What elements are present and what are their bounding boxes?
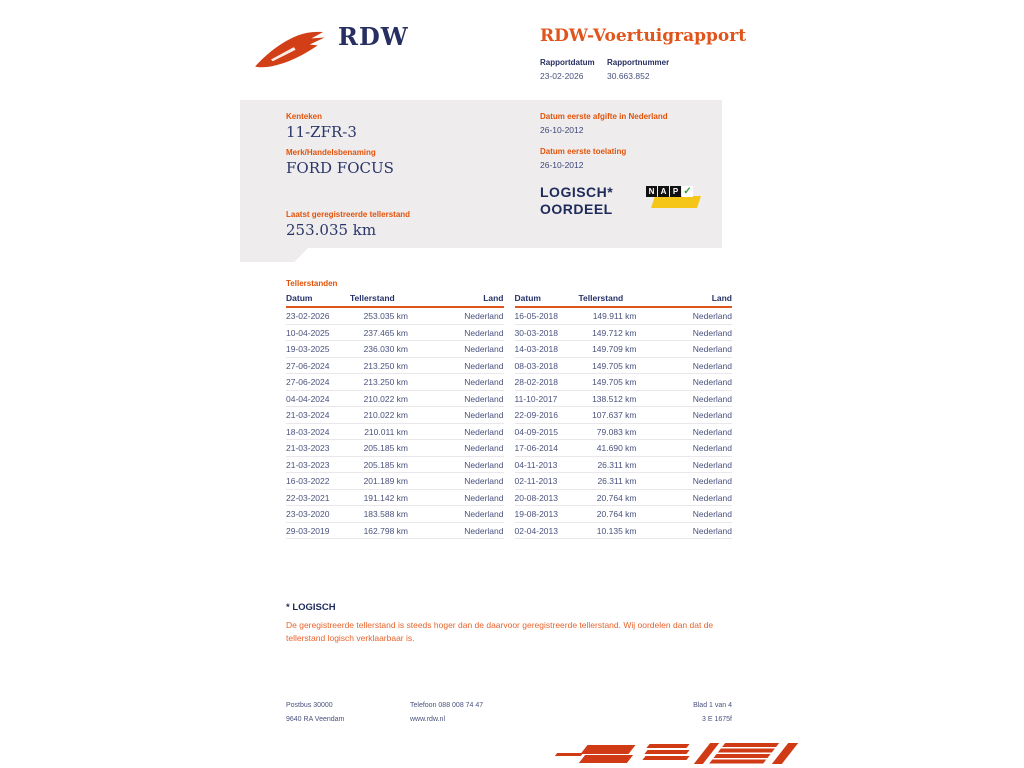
table-cell: 205.185 km <box>363 459 408 470</box>
report-date-label: Rapportdatum <box>540 58 595 67</box>
table-cell: 236.030 km <box>363 344 408 354</box>
table-cell: 237.465 km <box>363 327 408 338</box>
table-cell: 02-11-2013 <box>514 476 558 486</box>
table-cell: 19-08-2013 <box>514 509 558 519</box>
table-cell: 22-03-2021 <box>286 492 330 503</box>
table-cell: 19-03-2025 <box>286 344 330 354</box>
afgifte-label: Datum eerste afgifte in Nederland <box>540 112 668 121</box>
table-row <box>286 424 504 441</box>
stripe-shape <box>555 753 583 756</box>
table-cell: 26.311 km <box>597 459 637 470</box>
table-row <box>515 457 733 474</box>
rdw-logo-icon <box>253 26 333 70</box>
table-cell: 27-06-2024 <box>286 360 330 371</box>
report-date-block <box>540 58 595 81</box>
table-row <box>286 440 504 457</box>
table-cell: 11-10-2017 <box>514 393 558 404</box>
table-cell: 149.911 km <box>592 311 637 321</box>
table-cell: Nederland <box>464 476 504 486</box>
table-cell: 26.311 km <box>597 476 637 486</box>
table-cell: 21-03-2023 <box>286 443 330 453</box>
table-row <box>286 506 504 523</box>
table-cell: 149.705 km <box>592 360 637 371</box>
afgifte-field <box>540 112 668 135</box>
table-cell: Nederland <box>464 311 504 321</box>
table-cell: Nederland <box>464 459 504 470</box>
logisch-footnote <box>286 602 732 645</box>
footer-page-number: Blad 1 van 4 <box>693 702 732 709</box>
footer-contact <box>410 699 693 727</box>
oordeel-line2: OORDEEL <box>540 201 613 217</box>
table-cell: 04-11-2013 <box>514 459 558 470</box>
tellerstanden-table-right <box>515 293 733 539</box>
table-cell: Nederland <box>692 393 732 404</box>
table-cell: 16-05-2018 <box>514 311 558 321</box>
table-row <box>515 358 733 375</box>
footer-address <box>286 699 410 727</box>
table-cell: Nederland <box>464 327 504 338</box>
table-cell: Nederland <box>464 426 504 437</box>
table-cell: 20.764 km <box>596 509 637 519</box>
report-meta <box>540 58 669 81</box>
stripe-shape <box>644 750 689 754</box>
table-cell: 253.035 km <box>363 311 408 321</box>
table-cell: 10.135 km <box>596 525 637 536</box>
table-row <box>515 523 733 540</box>
table-cell: Nederland <box>464 360 504 371</box>
footer-phone: Telefoon 088 008 74 47 <box>410 702 484 709</box>
table-cell: Nederland <box>464 492 504 503</box>
toelating-field <box>540 147 626 170</box>
table-cell: 08-03-2018 <box>514 360 558 371</box>
table-cell: 149.705 km <box>592 377 637 387</box>
brand-wordmark: RDW <box>338 22 409 51</box>
table-cell: Nederland <box>464 525 504 536</box>
table-cell: 27-06-2024 <box>286 377 330 387</box>
table-row <box>515 506 733 523</box>
table-cell: 210.022 km <box>363 410 408 420</box>
footer-form-code: 3 E 1675f <box>702 716 732 723</box>
table-cell: 210.022 km <box>363 393 408 404</box>
table-row <box>286 341 504 358</box>
merk-label: Merk/Handelsbenaming <box>286 148 376 157</box>
table-cell: 138.512 km <box>592 393 637 404</box>
table-cell: 79.083 km <box>596 426 637 437</box>
column-header-land: Land <box>711 293 732 303</box>
table-cell: Nederland <box>692 525 732 536</box>
table-row <box>286 523 504 540</box>
table-cell: Nederland <box>692 344 732 354</box>
table-cell: 10-04-2025 <box>286 327 330 338</box>
table-header <box>286 293 504 308</box>
document-title: RDW-Voertuigrapport <box>540 26 747 46</box>
laatste-tellerstand-field <box>286 210 410 239</box>
table-cell: 210.011 km <box>364 426 408 437</box>
table-cell: 29-03-2019 <box>286 525 330 536</box>
report-date-value: 23-02-2026 <box>540 71 584 81</box>
table-cell: Nederland <box>464 410 504 420</box>
toelating-value: 26-10-2012 <box>540 160 584 170</box>
stripe-shape <box>580 745 635 754</box>
page-footer <box>286 699 732 727</box>
footer-address-line1: Postbus 30000 <box>286 702 333 709</box>
tellerstanden-tables <box>286 293 732 539</box>
table-cell: 04-09-2015 <box>514 426 558 437</box>
kenteken-label: Kenteken <box>286 112 323 121</box>
nap-logo-icon <box>646 186 698 210</box>
stripe-shape <box>579 755 633 763</box>
nap-letter-n: N <box>646 186 657 197</box>
vehicle-info-box <box>240 100 722 248</box>
table-cell: 183.588 km <box>363 509 408 519</box>
table-cell: Nederland <box>464 377 504 387</box>
table-row <box>286 374 504 391</box>
table-cell: 21-03-2024 <box>286 410 330 420</box>
nap-letter-p: P <box>670 186 681 197</box>
table-cell: Nederland <box>692 492 732 503</box>
nap-yellow-swoosh <box>651 196 701 208</box>
table-cell: Nederland <box>692 509 732 519</box>
tellerstanden-title: Tellerstanden <box>286 279 338 288</box>
table-cell: 20.764 km <box>596 492 637 503</box>
table-cell: Nederland <box>464 344 504 354</box>
merk-value: FORD FOCUS <box>286 159 394 177</box>
table-row <box>515 424 733 441</box>
report-number-value: 30.663.852 <box>607 71 650 81</box>
stripe-shape <box>642 756 689 760</box>
table-cell: Nederland <box>464 509 504 519</box>
table-row <box>515 341 733 358</box>
table-cell: Nederland <box>464 443 504 453</box>
report-number-block <box>607 58 669 81</box>
table-cell: 21-03-2023 <box>286 459 330 470</box>
kenteken-value: 11-ZFR-3 <box>286 123 357 141</box>
oordeel-line1: LOGISCH* <box>540 184 614 200</box>
nap-letter-a: A <box>658 186 669 197</box>
nap-check-icon: ✓ <box>683 186 692 197</box>
table-cell: 16-03-2022 <box>286 476 330 486</box>
table-cell: 191.142 km <box>363 492 408 503</box>
table-row <box>286 391 504 408</box>
table-cell: 41.690 km <box>596 443 637 453</box>
oordeel-text <box>540 184 613 218</box>
table-cell: Nederland <box>692 360 732 371</box>
table-row <box>515 391 733 408</box>
table-cell: 28-02-2018 <box>514 377 558 387</box>
table-cell: 23-02-2026 <box>286 311 330 321</box>
table-row <box>515 325 733 342</box>
stripe-shape <box>709 743 779 764</box>
table-cell: 23-03-2020 <box>286 509 330 519</box>
table-row <box>515 490 733 507</box>
table-row <box>286 490 504 507</box>
table-cell: 14-03-2018 <box>514 344 558 354</box>
stripe-shape <box>646 744 689 748</box>
table-body-right <box>515 308 733 539</box>
table-body-left <box>286 308 504 539</box>
kenteken-field <box>286 112 357 141</box>
column-header-datum: Datum <box>286 293 313 303</box>
column-header-tellerstand: Tellerstand <box>578 293 624 303</box>
footnote-text: De geregistreerde tellerstand is steeds hoger dan de daarvoor geregistreerde tellerstand. Wij oordelen dan dat de tellerstand logisch verklaarbaar is. <box>286 620 714 643</box>
nap-letter-tiles <box>646 186 693 197</box>
table-cell: 213.250 km <box>363 360 408 371</box>
table-cell: 30-03-2018 <box>514 327 558 338</box>
report-number-label: Rapportnummer <box>607 58 670 67</box>
column-header-land: Land <box>483 293 504 303</box>
table-row <box>515 374 733 391</box>
table-cell: 162.798 km <box>363 525 408 536</box>
table-row <box>286 457 504 474</box>
table-cell: 17-06-2014 <box>514 443 558 453</box>
table-cell: Nederland <box>692 327 732 338</box>
table-cell: Nederland <box>692 377 732 387</box>
table-cell: Nederland <box>692 459 732 470</box>
footer-website: www.rdw.nl <box>410 716 446 723</box>
table-row <box>286 308 504 325</box>
table-row <box>286 325 504 342</box>
table-row <box>286 473 504 490</box>
table-cell: 18-03-2024 <box>286 426 330 437</box>
laatste-tellerstand-value: 253.035 km <box>286 221 377 239</box>
table-row <box>286 407 504 424</box>
table-cell: 02-04-2013 <box>514 525 558 536</box>
table-row <box>515 308 733 325</box>
table-cell: 213.250 km <box>363 377 408 387</box>
laatste-tellerstand-label: Laatst geregistreerde tellerstand <box>286 210 411 219</box>
table-cell: 04-04-2024 <box>286 393 330 404</box>
table-cell: Nederland <box>692 311 732 321</box>
footer-page-info <box>693 699 732 727</box>
bottom-stripe-decoration <box>552 740 797 766</box>
footer-address-line2: 9640 RA Veendam <box>286 716 345 723</box>
table-row <box>515 407 733 424</box>
table-cell: 201.189 km <box>363 476 408 486</box>
column-header-tellerstand: Tellerstand <box>350 293 395 303</box>
table-row <box>515 473 733 490</box>
table-cell: 205.185 km <box>363 443 408 453</box>
table-cell: 22-09-2016 <box>514 410 558 420</box>
table-cell: Nederland <box>692 443 732 453</box>
afgifte-value: 26-10-2012 <box>540 125 584 135</box>
table-cell: 149.712 km <box>592 327 637 338</box>
column-header-datum: Datum <box>514 293 541 303</box>
table-header <box>515 293 733 308</box>
table-cell: Nederland <box>692 426 732 437</box>
tellerstanden-table-left <box>286 293 504 539</box>
tellerstanden-section <box>286 279 732 539</box>
table-cell: Nederland <box>692 476 732 486</box>
table-cell: Nederland <box>464 393 504 404</box>
merk-field <box>286 148 394 177</box>
table-cell: 149.709 km <box>592 344 637 354</box>
table-cell: 107.637 km <box>592 410 637 420</box>
table-row <box>286 358 504 375</box>
table-cell: Nederland <box>692 410 732 420</box>
table-row <box>515 440 733 457</box>
footnote-title: * LOGISCH <box>286 602 336 613</box>
table-cell: 20-08-2013 <box>514 492 558 503</box>
toelating-label: Datum eerste toelating <box>540 147 627 156</box>
